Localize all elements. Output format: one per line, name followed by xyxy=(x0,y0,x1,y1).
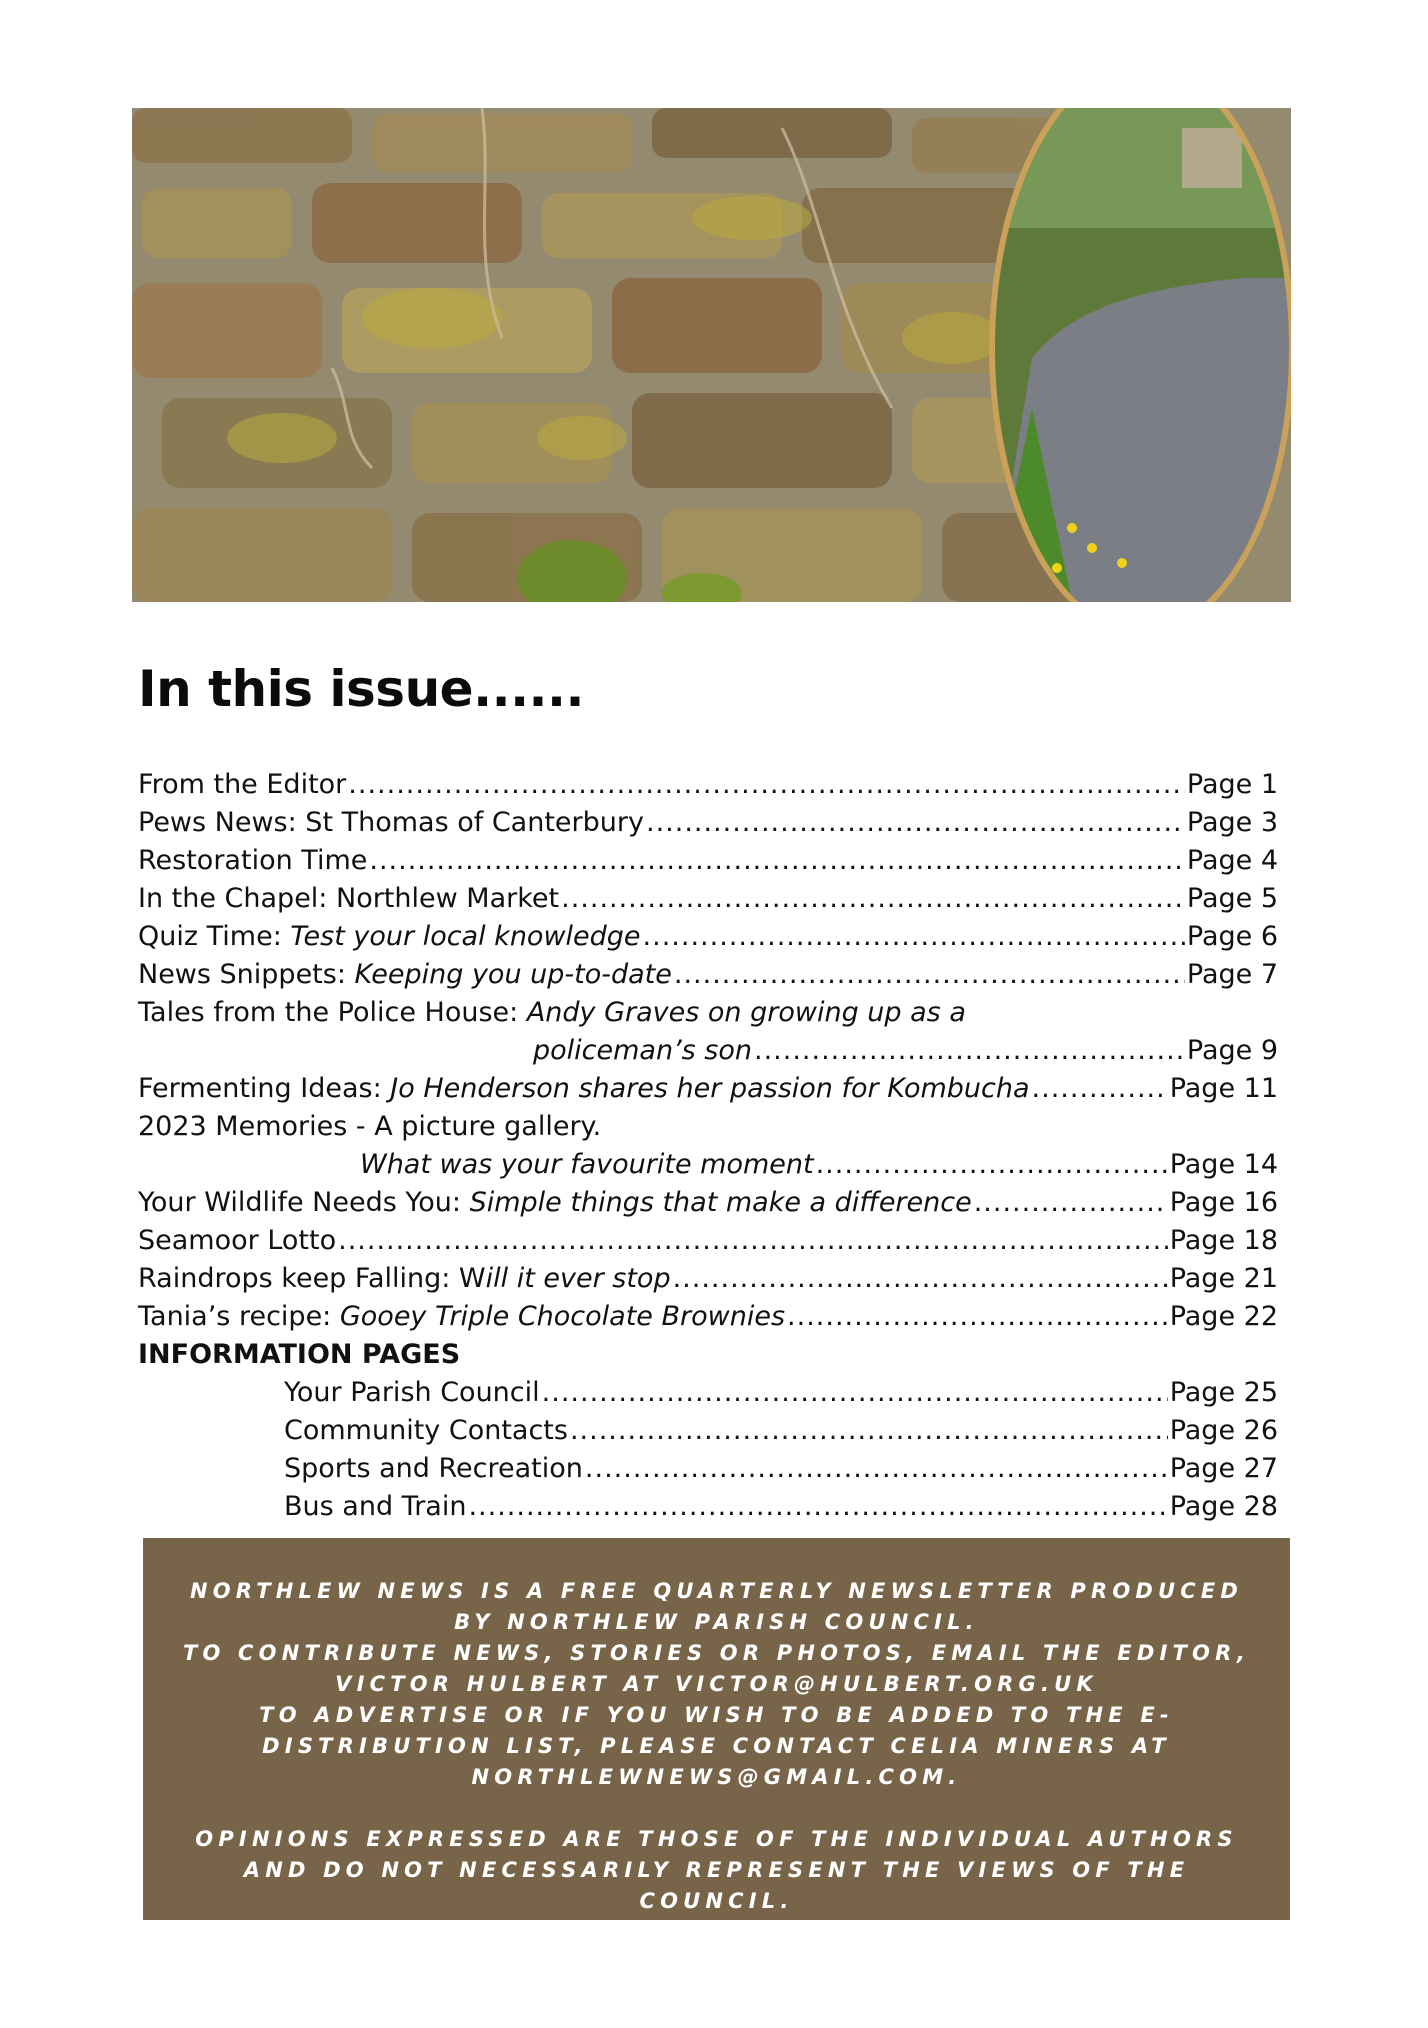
toc-entry-in-the-chapel[interactable] xyxy=(138,880,1278,918)
toc-label: Pews News: St Thomas of Canterbury xyxy=(138,807,644,838)
toc-entry-sports-recreation[interactable] xyxy=(138,1450,1278,1488)
toc-page-number: Page 11 xyxy=(1169,1073,1278,1104)
toc-label: Tales from the Police House: Andy Graves on growing up as a xyxy=(138,997,966,1028)
info-line-about: NORTHLEW NEWS IS A FREE QUARTERLY NEWSLETTER PRODUCED BY NORTHLEW PARISH COUNCIL. xyxy=(189,1579,1244,1634)
toc-page-number: Page 16 xyxy=(1169,1187,1278,1218)
dot-leader xyxy=(974,1184,1168,1222)
dot-leader xyxy=(585,1450,1168,1488)
toc-label: News Snippets: Keeping you up-to-date xyxy=(138,959,672,990)
toc-page-number: Page 5 xyxy=(1186,883,1278,914)
toc-entry-parish-council[interactable] xyxy=(138,1374,1278,1412)
toc-label: Seamoor Lotto xyxy=(138,1225,337,1256)
toc-entry-pews-news[interactable] xyxy=(138,804,1278,842)
toc-page-number: Page 22 xyxy=(1169,1301,1278,1332)
dot-leader xyxy=(338,1222,1168,1260)
toc-label: 2023 Memories - A picture gallery. xyxy=(138,1111,602,1142)
dot-leader xyxy=(816,1146,1168,1184)
hero-photo xyxy=(132,108,1291,602)
dot-leader xyxy=(1032,1070,1168,1108)
table-of-contents xyxy=(138,766,1278,1526)
toc-label: Bus and Train xyxy=(284,1491,467,1522)
toc-entry-seamoor-lotto[interactable] xyxy=(138,1222,1278,1260)
information-pages-heading: INFORMATION PAGES xyxy=(138,1339,461,1370)
toc-label: Sports and Recreation xyxy=(284,1453,583,1484)
dot-leader xyxy=(348,766,1185,804)
dot-leader xyxy=(787,1298,1168,1336)
toc-entry-tales-from-police-house[interactable] xyxy=(138,994,1278,1032)
info-spacer xyxy=(173,1793,1260,1824)
toc-label: What was your favourite moment xyxy=(360,1149,814,1180)
toc-entry-from-the-editor[interactable] xyxy=(138,766,1278,804)
info-line-advertise: TO ADVERTISE OR IF YOU WISH TO BE ADDED TO THE E-DISTRIBUTION LIST, PLEASE CONTACT CELIA MINERS AT NORTHLEWNEWS@GMAIL.COM. xyxy=(259,1703,1174,1789)
dot-leader xyxy=(561,880,1185,918)
info-line-contribute: TO CONTRIBUTE NEWS, STORIES OR PHOTOS, EMAIL THE EDITOR, VICTOR HULBERT AT VICTOR@HULBERT.ORG.UK xyxy=(182,1641,1251,1696)
toc-entry-tales-continuation[interactable] xyxy=(138,1032,1278,1070)
toc-page-number: Page 27 xyxy=(1169,1453,1278,1484)
dot-leader xyxy=(570,1412,1168,1450)
stone-wall-illustration xyxy=(132,108,1291,602)
toc-label: From the Editor xyxy=(138,769,347,800)
toc-entry-bus-and-train[interactable] xyxy=(138,1488,1278,1526)
toc-label: Your Parish Council xyxy=(284,1377,540,1408)
info-line-photos: ALL PHOTOS ARE BY THE EDITOR UNLESS OTHERWISE STATED. xyxy=(209,1920,1224,1944)
toc-page-number: Page 21 xyxy=(1169,1263,1278,1294)
toc-page-number: Page 6 xyxy=(1186,921,1278,952)
newsletter-info-box xyxy=(143,1538,1290,1944)
info-line-opinions: OPINIONS EXPRESSED ARE THOSE OF THE INDIVIDUAL AUTHORS AND DO NOT NECESSARILY REPRESENT THE VIEWS OF THE COUNCIL. xyxy=(195,1827,1238,1913)
dot-leader xyxy=(674,956,1185,994)
toc-entry-quiz-time[interactable] xyxy=(138,918,1278,956)
toc-page-number: Page 9 xyxy=(1186,1035,1278,1066)
toc-label: Quiz Time: Test your local knowledge xyxy=(138,921,641,952)
toc-entry-news-snippets[interactable] xyxy=(138,956,1278,994)
dot-leader xyxy=(542,1374,1168,1412)
toc-label: Community Contacts xyxy=(284,1415,568,1446)
toc-page-number: Page 26 xyxy=(1169,1415,1278,1446)
toc-page-number: Page 14 xyxy=(1169,1149,1278,1180)
toc-entry-tanias-recipe[interactable] xyxy=(138,1298,1278,1336)
dot-leader xyxy=(754,1032,1185,1070)
dot-leader xyxy=(643,918,1185,956)
dot-leader xyxy=(673,1260,1168,1298)
dot-leader xyxy=(646,804,1185,842)
toc-entry-2023-memories[interactable] xyxy=(138,1108,1278,1146)
toc-label: Your Wildlife Needs You: Simple things that make a difference xyxy=(138,1187,972,1218)
toc-label: Fermenting Ideas: Jo Henderson shares her passion for Kombucha xyxy=(138,1073,1030,1104)
toc-label: Restoration Time xyxy=(138,845,368,876)
toc-label: policeman’s son xyxy=(533,1035,753,1066)
dot-leader xyxy=(468,1488,1167,1526)
toc-entry-wildlife[interactable] xyxy=(138,1184,1278,1222)
toc-page-number: Page 4 xyxy=(1186,845,1278,876)
toc-entry-restoration-time[interactable] xyxy=(138,842,1278,880)
toc-label: In the Chapel: Northlew Market xyxy=(138,883,560,914)
toc-label: Raindrops keep Falling: Will it ever stop xyxy=(138,1263,671,1294)
dot-leader xyxy=(369,842,1185,880)
toc-page-number: Page 18 xyxy=(1169,1225,1278,1256)
toc-entry-raindrops[interactable] xyxy=(138,1260,1278,1298)
toc-page-number: Page 28 xyxy=(1169,1491,1278,1522)
page-title: In this issue...... xyxy=(138,660,585,718)
toc-page-number: Page 25 xyxy=(1169,1377,1278,1408)
toc-page-number: Page 3 xyxy=(1186,807,1278,838)
toc-label: Tania’s recipe: Gooey Triple Chocolate Brownies xyxy=(138,1301,786,1332)
toc-entry-community-contacts[interactable] xyxy=(138,1412,1278,1450)
toc-page-number: Page 1 xyxy=(1186,769,1278,800)
toc-entry-memories-continuation[interactable] xyxy=(138,1146,1278,1184)
toc-page-number: Page 7 xyxy=(1186,959,1278,990)
toc-entry-fermenting-ideas[interactable] xyxy=(138,1070,1278,1108)
